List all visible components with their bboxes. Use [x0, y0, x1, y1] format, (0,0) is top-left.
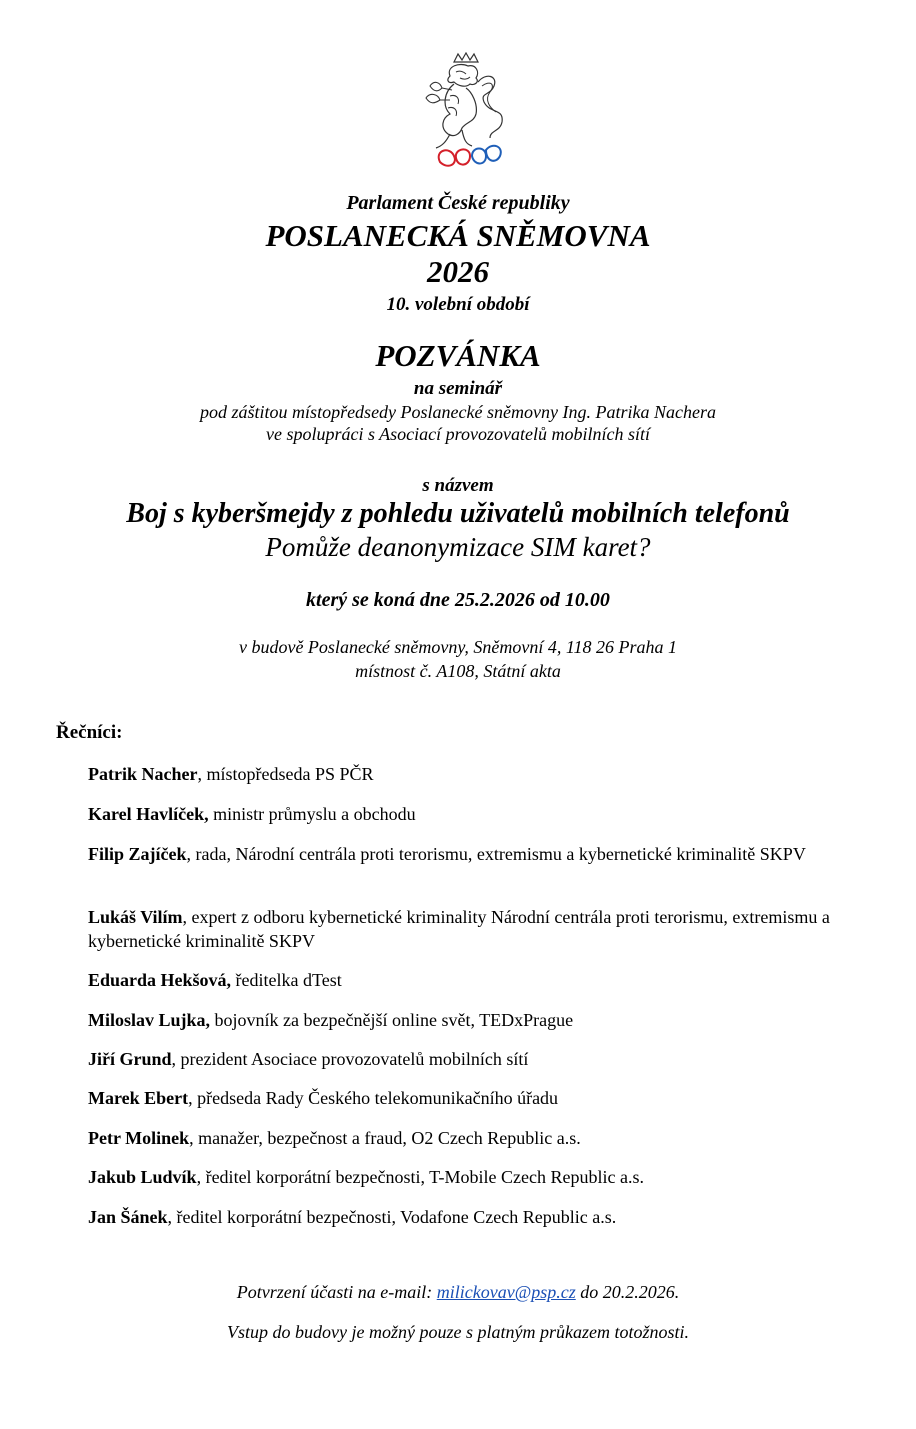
speaker-item [88, 762, 848, 786]
chamber-name: POSLANECKÁ SNĚMOVNA [265, 218, 651, 253]
speaker-role: , ředitel korporátní bezpečnosti, T-Mobile Czech Republic a.s. [196, 1167, 644, 1187]
invitation-title: POZVÁNKA [375, 338, 541, 373]
entry-note: Vstup do budovy je možný pouze s platným průkazem totožnosti. [227, 1322, 689, 1342]
speaker-name: Filip Zajíček [88, 844, 187, 864]
venue-room: místnost č. A108, Státní akta [355, 661, 561, 681]
cooperation-line: ve spolupráci s Asociací provozovatelů mobilních sítí [266, 424, 650, 444]
parliament-name: Parlament České republiky [346, 192, 570, 214]
speaker-name: Jiří Grund [88, 1049, 172, 1069]
speaker-name: Patrik Nacher [88, 764, 198, 784]
speaker-name: Marek Ebert [88, 1088, 189, 1108]
venue-address: v budově Poslanecké sněmovny, Sněmovní 4, 118 26 Praha 1 [238, 637, 678, 657]
speaker-item [88, 1165, 848, 1189]
speaker-role: ředitelka dTest [231, 970, 342, 990]
attendance-confirmation [0, 1282, 916, 1303]
confirm-prefix: Potvrzení účasti na e-mail: [236, 1282, 437, 1302]
speaker-item [88, 968, 848, 992]
speaker-item [88, 1008, 848, 1032]
speaker-role: , předseda Rady Českého telekomunikačního úřadu [188, 1088, 559, 1108]
confirm-suffix: do 20.2.2026. [575, 1282, 680, 1302]
date-line: který se koná dne 25.2.2026 od 10.00 [306, 589, 610, 611]
seminar-topic: Boj s kyberšmejdy z pohledu uživatelů mobilních telefonů [126, 498, 790, 529]
year: 2026 [427, 254, 489, 289]
speaker-item [88, 1086, 848, 1110]
speaker-role: , místopředseda PS PČR [197, 764, 374, 784]
speaker-name: Jan Šánek [88, 1207, 168, 1227]
invitation-subtitle: na seminář [413, 378, 503, 399]
speaker-item [88, 842, 848, 866]
speaker-role: , expert z odboru kybernetické kriminality Národní centrála proti terorismu, extremismu a kybernetické kriminalitě SKPV [88, 907, 830, 951]
speaker-role: bojovník za bezpečnější online svět, TEDxPrague [210, 1010, 574, 1030]
email-link[interactable]: milickovav@psp.cz [436, 1282, 576, 1302]
named-label: s názvem [422, 475, 494, 496]
speaker-role: ministr průmyslu a obchodu [208, 804, 416, 824]
speaker-item [88, 1205, 848, 1229]
auspices-line: pod záštitou místopředsedy Poslanecké sněmovny Ing. Patrika Nachera [200, 402, 716, 422]
speaker-name: Lukáš Vilím [88, 907, 183, 927]
speaker-role: , rada, Národní centrála proti terorismu, extremismu a kybernetické kriminalitě SKPV [186, 844, 806, 864]
speaker-role: , manažer, bezpečnost a fraud, O2 Czech Republic a.s. [189, 1128, 581, 1148]
speaker-role: , prezident Asociace provozovatelů mobilních sítí [171, 1049, 529, 1069]
speakers-heading: Řečníci: [56, 722, 123, 743]
seminar-question: Pomůže deanonymizace SIM karet? [265, 532, 651, 562]
czech-lion-emblem-icon [420, 52, 512, 170]
speaker-item [88, 905, 848, 953]
speaker-name: Karel Havlíček, [88, 804, 209, 824]
speaker-name: Eduarda Hekšová, [88, 970, 232, 990]
speaker-item [88, 802, 848, 826]
speaker-item [88, 1126, 848, 1150]
speaker-name: Miloslav Lujka, [88, 1010, 211, 1030]
electoral-term: 10. volební období [386, 294, 530, 315]
speaker-item [88, 1047, 848, 1071]
speaker-name: Jakub Ludvík [88, 1167, 197, 1187]
speaker-name: Petr Molinek [88, 1128, 190, 1148]
speaker-role: , ředitel korporátní bezpečnosti, Vodafone Czech Republic a.s. [167, 1207, 617, 1227]
